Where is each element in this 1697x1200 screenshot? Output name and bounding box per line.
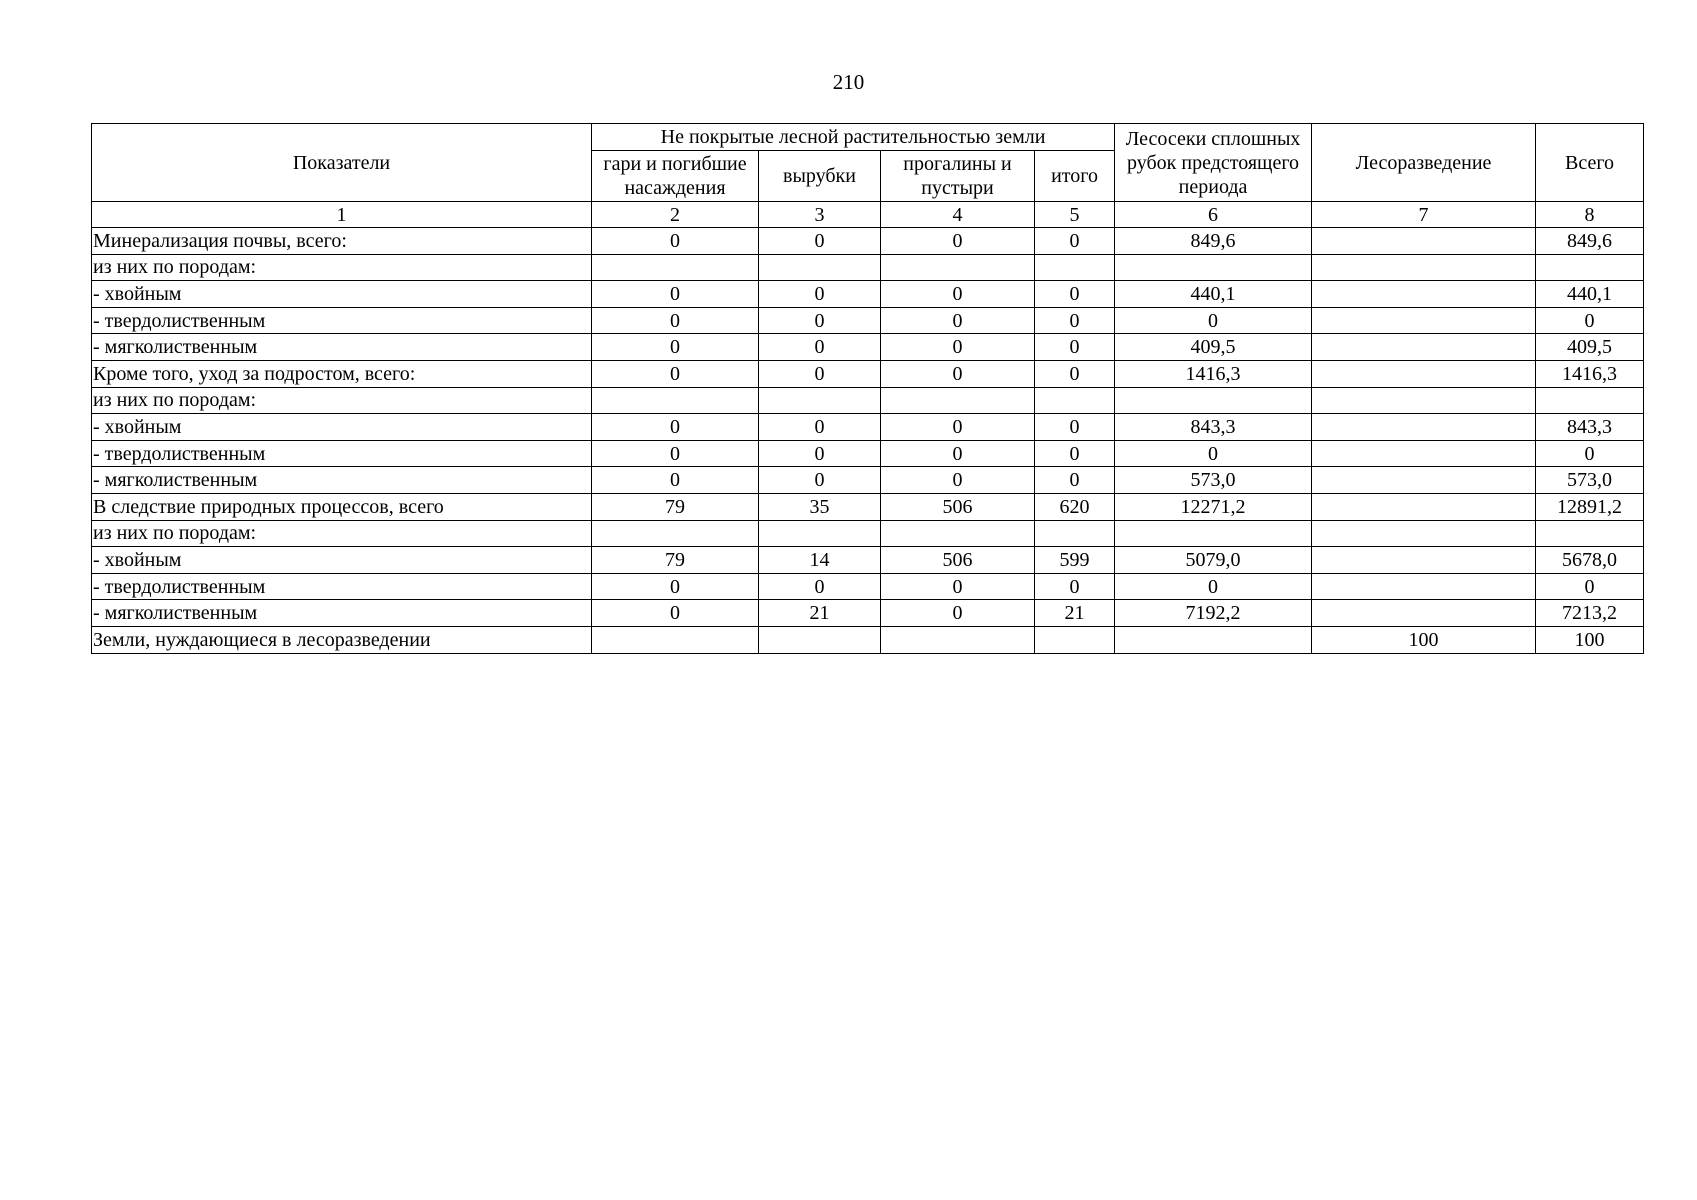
table-cell bbox=[1312, 573, 1536, 600]
table-cell bbox=[759, 626, 881, 653]
column-number: 6 bbox=[1115, 202, 1312, 228]
table-cell: 0 bbox=[1115, 573, 1312, 600]
table-cell bbox=[1536, 520, 1644, 547]
row-label: из них по породам: bbox=[92, 387, 592, 414]
forest-indicators-table bbox=[91, 123, 1644, 654]
table-cell bbox=[1312, 387, 1536, 414]
table-cell bbox=[1312, 307, 1536, 334]
table-cell bbox=[1312, 334, 1536, 361]
table-body bbox=[92, 228, 1644, 654]
table-cell: 506 bbox=[881, 493, 1035, 520]
table-cell: 0 bbox=[592, 414, 759, 441]
header-indicators: Показатели bbox=[92, 124, 592, 202]
table-cell: 0 bbox=[1536, 440, 1644, 467]
table-row bbox=[92, 254, 1644, 281]
table-row bbox=[92, 547, 1644, 574]
table-cell: 0 bbox=[1035, 414, 1115, 441]
table-cell: 1416,3 bbox=[1115, 360, 1312, 387]
row-label: - твердолиственным bbox=[92, 573, 592, 600]
row-label: - твердолиственным bbox=[92, 440, 592, 467]
table-row bbox=[92, 520, 1644, 547]
table-cell bbox=[1035, 387, 1115, 414]
table-cell bbox=[1115, 254, 1312, 281]
table-cell: 440,1 bbox=[1536, 281, 1644, 308]
table-cell: 0 bbox=[759, 414, 881, 441]
table-row bbox=[92, 600, 1644, 627]
page-number: 210 bbox=[832, 70, 865, 94]
row-label: из них по породам: bbox=[92, 520, 592, 547]
column-number: 8 bbox=[1536, 202, 1644, 228]
table-cell: 0 bbox=[592, 334, 759, 361]
row-label: Земли, нуждающиеся в лесоразведении bbox=[92, 626, 592, 653]
table-cell bbox=[1035, 520, 1115, 547]
table-cell bbox=[592, 626, 759, 653]
table-cell: 0 bbox=[759, 360, 881, 387]
header-cuttings: вырубки bbox=[759, 151, 881, 202]
table-cell: 0 bbox=[1035, 334, 1115, 361]
column-number: 2 bbox=[592, 202, 759, 228]
table-cell bbox=[1312, 254, 1536, 281]
table-cell bbox=[1312, 493, 1536, 520]
table-cell: 0 bbox=[1115, 307, 1312, 334]
table-cell: 0 bbox=[592, 440, 759, 467]
row-label: из них по породам: bbox=[92, 254, 592, 281]
header-afforestation: Лесоразведение bbox=[1312, 124, 1536, 202]
table-cell bbox=[592, 520, 759, 547]
table-cell: 573,0 bbox=[1536, 467, 1644, 494]
table-cell bbox=[1035, 254, 1115, 281]
table-cell: 0 bbox=[592, 360, 759, 387]
table-cell: 0 bbox=[1035, 307, 1115, 334]
table-cell: 0 bbox=[759, 307, 881, 334]
column-number: 1 bbox=[92, 202, 592, 228]
table-cell bbox=[881, 387, 1035, 414]
table-cell: 0 bbox=[1536, 573, 1644, 600]
table-cell: 409,5 bbox=[1115, 334, 1312, 361]
table-cell: 0 bbox=[881, 307, 1035, 334]
table-cell: 849,6 bbox=[1536, 228, 1644, 255]
table-cell: 0 bbox=[759, 440, 881, 467]
row-label: В следствие природных процессов, всего bbox=[92, 493, 592, 520]
table-cell bbox=[1312, 228, 1536, 255]
table-cell bbox=[1312, 281, 1536, 308]
table-cell: 620 bbox=[1035, 493, 1115, 520]
table-cell: 0 bbox=[881, 281, 1035, 308]
table-cell bbox=[1115, 520, 1312, 547]
table-cell: 409,5 bbox=[1536, 334, 1644, 361]
table-row bbox=[92, 573, 1644, 600]
column-number: 4 bbox=[881, 202, 1035, 228]
table-cell: 0 bbox=[592, 573, 759, 600]
table-cell: 14 bbox=[759, 547, 881, 574]
table-cell bbox=[1536, 387, 1644, 414]
table-row bbox=[92, 387, 1644, 414]
row-label: - хвойным bbox=[92, 281, 592, 308]
row-label: - хвойным bbox=[92, 414, 592, 441]
table-cell: 0 bbox=[1035, 440, 1115, 467]
table-cell: 0 bbox=[881, 440, 1035, 467]
table-cell bbox=[759, 254, 881, 281]
row-label: Минерализация почвы, всего: bbox=[92, 228, 592, 255]
column-number: 7 bbox=[1312, 202, 1536, 228]
table-cell bbox=[1115, 387, 1312, 414]
row-label: - мягколиственным bbox=[92, 467, 592, 494]
table-cell bbox=[1312, 467, 1536, 494]
table-cell bbox=[759, 387, 881, 414]
table-cell bbox=[1115, 626, 1312, 653]
table-row bbox=[92, 626, 1644, 653]
table-cell: 0 bbox=[592, 467, 759, 494]
table-cell bbox=[592, 387, 759, 414]
table-cell bbox=[1312, 440, 1536, 467]
table-cell: 12891,2 bbox=[1536, 493, 1644, 520]
table-cell: 0 bbox=[1115, 440, 1312, 467]
table-cell: 7213,2 bbox=[1536, 600, 1644, 627]
table-cell: 0 bbox=[1035, 281, 1115, 308]
table-cell bbox=[1312, 600, 1536, 627]
table-cell: 5678,0 bbox=[1536, 547, 1644, 574]
table-row bbox=[92, 467, 1644, 494]
table-cell: 5079,0 bbox=[1115, 547, 1312, 574]
table-row bbox=[92, 307, 1644, 334]
table-cell bbox=[1312, 547, 1536, 574]
column-number: 3 bbox=[759, 202, 881, 228]
row-label: - хвойным bbox=[92, 547, 592, 574]
table-cell: 843,3 bbox=[1115, 414, 1312, 441]
header-burned-dead-stands: гари и погибшие насаждения bbox=[592, 151, 759, 202]
table-cell: 0 bbox=[759, 467, 881, 494]
header-uncovered-lands: Не покрытые лесной растительностью земли bbox=[592, 124, 1115, 151]
table-cell: 0 bbox=[759, 334, 881, 361]
table-cell: 0 bbox=[592, 281, 759, 308]
table-row bbox=[92, 281, 1644, 308]
table-cell: 0 bbox=[881, 600, 1035, 627]
table-cell: 440,1 bbox=[1115, 281, 1312, 308]
column-number: 5 bbox=[1035, 202, 1115, 228]
table-cell: 12271,2 bbox=[1115, 493, 1312, 520]
table-cell bbox=[1035, 626, 1115, 653]
table-cell bbox=[1536, 254, 1644, 281]
column-numbers-row bbox=[92, 202, 1644, 228]
table-cell: 0 bbox=[881, 334, 1035, 361]
table-row bbox=[92, 440, 1644, 467]
table-cell: 0 bbox=[1035, 467, 1115, 494]
table-cell bbox=[592, 254, 759, 281]
table-cell: 849,6 bbox=[1115, 228, 1312, 255]
table-cell bbox=[881, 254, 1035, 281]
table-cell bbox=[1312, 520, 1536, 547]
header-glades-wastelands: прогалины и пустыри bbox=[881, 151, 1035, 202]
table-cell: 0 bbox=[592, 228, 759, 255]
table-cell: 0 bbox=[881, 573, 1035, 600]
table-row bbox=[92, 360, 1644, 387]
table-cell: 0 bbox=[1536, 307, 1644, 334]
table-cell: 573,0 bbox=[1115, 467, 1312, 494]
table-row bbox=[92, 414, 1644, 441]
table-cell bbox=[1312, 414, 1536, 441]
table-cell: 843,3 bbox=[1536, 414, 1644, 441]
table-cell: 0 bbox=[881, 467, 1035, 494]
table-cell: 0 bbox=[592, 307, 759, 334]
table-cell: 21 bbox=[759, 600, 881, 627]
table-cell: 1416,3 bbox=[1536, 360, 1644, 387]
table-cell bbox=[881, 626, 1035, 653]
table-cell: 0 bbox=[881, 360, 1035, 387]
header-total: Всего bbox=[1536, 124, 1644, 202]
table-cell: 0 bbox=[759, 228, 881, 255]
table-cell: 0 bbox=[759, 573, 881, 600]
table-cell: 506 bbox=[881, 547, 1035, 574]
row-label: Кроме того, уход за подростом, всего: bbox=[92, 360, 592, 387]
table-cell: 21 bbox=[1035, 600, 1115, 627]
table-row bbox=[92, 228, 1644, 255]
table-row bbox=[92, 493, 1644, 520]
table-cell: 35 bbox=[759, 493, 881, 520]
table-cell bbox=[759, 520, 881, 547]
table-cell: 7192,2 bbox=[1115, 600, 1312, 627]
table-cell: 79 bbox=[592, 547, 759, 574]
table-cell: 0 bbox=[1035, 360, 1115, 387]
header-clearcut-areas: Лесосеки сплошных рубок предстоящего периода bbox=[1115, 124, 1312, 202]
table-cell: 0 bbox=[592, 600, 759, 627]
header-subtotal: итого bbox=[1035, 151, 1115, 202]
row-label: - твердолиственным bbox=[92, 307, 592, 334]
table-row bbox=[92, 334, 1644, 361]
row-label: - мягколиственным bbox=[92, 600, 592, 627]
table-cell: 0 bbox=[881, 414, 1035, 441]
table-cell bbox=[1312, 360, 1536, 387]
table-cell: 100 bbox=[1536, 626, 1644, 653]
table-cell: 0 bbox=[881, 228, 1035, 255]
table-cell: 0 bbox=[1035, 573, 1115, 600]
row-label: - мягколиственным bbox=[92, 334, 592, 361]
table-cell bbox=[881, 520, 1035, 547]
table-cell: 79 bbox=[592, 493, 759, 520]
table-cell: 0 bbox=[1035, 228, 1115, 255]
table-cell: 599 bbox=[1035, 547, 1115, 574]
table-cell: 0 bbox=[759, 281, 881, 308]
table-cell: 100 bbox=[1312, 626, 1536, 653]
